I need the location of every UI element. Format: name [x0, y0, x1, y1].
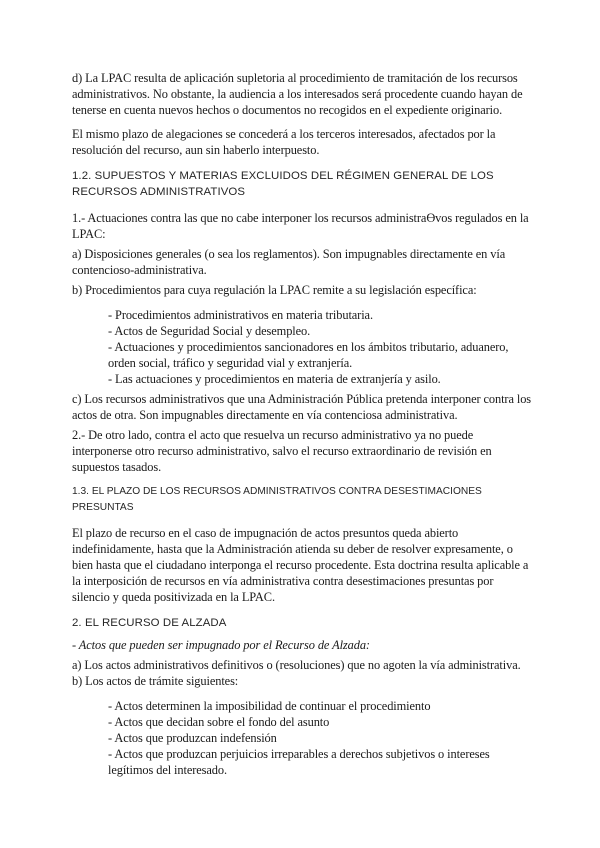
paragraph-plazo-alegaciones: El mismo plazo de alegaciones se concederá a los terceros interesados, afectados por la resolución del recurso, aun sin haberlo interpuesto.	[72, 127, 496, 157]
paragraph-disposiciones: a) Disposiciones generales (o sea los reglamentos). Son impugnables directamente en vía contencioso-administrativa.	[72, 247, 506, 277]
paragraph-recursos-otra-administracion: c) Los recursos administrativos que una Administración Pública pretenda interponer contra los actos de otra. Son impugnables directamente en vía contenciosa administrativa.	[72, 392, 532, 422]
list-item: - Actos determinen la imposibilidad de continuar el procedimiento	[108, 699, 431, 713]
paragraph-actos-impugnados: - Actos que pueden ser impugnado por el Recurso de Alzada:	[72, 638, 370, 652]
list-item: - Actos que produzcan indefensión	[108, 731, 277, 745]
excluded-procedures-list	[72, 307, 532, 387]
paragraph-d-lpac: d) La LPAC resulta de aplicación supletoria al procedimiento de tramitación de los recursos administrativos. No obstante, la audiencia a los interesados será procedente cuando hayan de tenerse en cuenta nuevos hechos o documentos no recogidos en el expediente originario.	[72, 71, 523, 117]
section-heading-1-2: 1.2. SUPUESTOS Y MATERIAS EXCLUIDOS DEL RÉGIMEN GENERAL DE LOS RECURSOS ADMINISTRATIVOS	[72, 170, 494, 198]
list-item: - Actos que produzcan perjuicios irreparables a derechos subjetivos o intereses legítimos del interesado.	[108, 747, 490, 777]
list-item: - Actos de Seguridad Social y desempleo.	[108, 324, 311, 338]
paragraph-actos-definitivos: a) Los actos administrativos definitivos o (resoluciones) que no agoten la vía administrativa.	[72, 658, 521, 672]
paragraph-actos-tramite: b) Los actos de trámite siguientes:	[72, 674, 239, 688]
paragraph-procedimientos: b) Procedimientos para cuya regulación la LPAC remite a su legislación específica:	[72, 283, 477, 297]
paragraph-actuaciones: 1.- Actuaciones contra las que no cabe interponer los recursos administraϴvos regulados en la LPAC:	[72, 211, 529, 241]
tramite-acts-list	[72, 698, 532, 778]
section-heading-1-3: 1.3. EL PLAZO DE LOS RECURSOS ADMINISTRATIVOS CONTRA DESESTIMACIONES PRESUNTAS	[72, 486, 482, 513]
list-item: - Las actuaciones y procedimientos en materia de extranjería y asilo.	[108, 372, 441, 386]
list-item: - Actos que decidan sobre el fondo del asunto	[108, 715, 330, 729]
section-heading-2: 2. EL RECURSO DE ALZADA	[72, 617, 227, 629]
paragraph-plazo-recurso: El plazo de recurso en el caso de impugnación de actos presuntos queda abierto indefinidamente, hasta que la Administración atienda su deber de resolver expresamente, o bien hasta que el ciudadano interponga el recurso procedente. Esta doctrina resulta aplicable a la interposición de recursos en vía administrativa contra desestimaciones presuntas por silencio y queda positivizada en la LPAC.	[72, 526, 529, 604]
paragraph-otro-lado: 2.- De otro lado, contra el acto que resuelva un recurso administrativo ya no puede interponerse otro recurso administrativo, salvo el recurso extraordinario de revisión en supuestos tasados.	[72, 428, 492, 474]
list-item: - Actuaciones y procedimientos sancionadores en los ámbitos tributario, aduanero, orden social, tráfico y seguridad vial y extranjería.	[108, 340, 509, 370]
list-item: - Procedimientos administrativos en materia tributaria.	[108, 308, 373, 322]
